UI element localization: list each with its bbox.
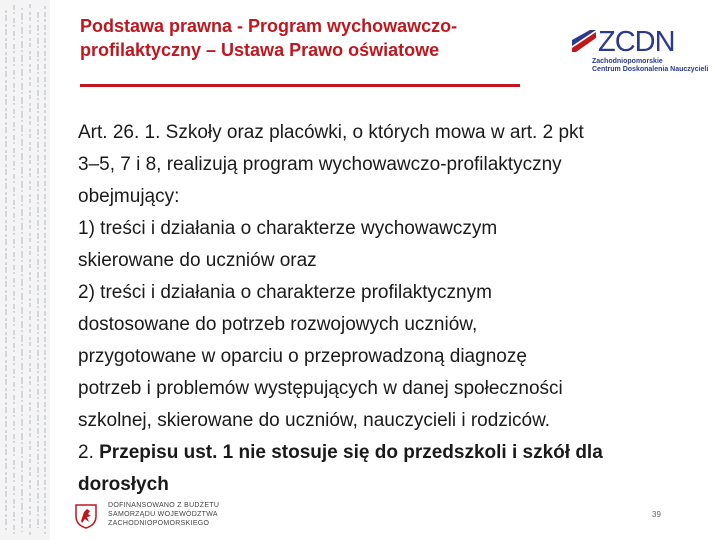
slide-title [80,14,530,62]
decorative-script-strip [0,0,50,540]
article-line: szkolnej, skierowane do uczniów, nauczycieli i rodziców. [78,410,551,431]
article-line: obejmujący: [78,186,180,207]
sponsor-line2: SAMORZĄDU WOJEWÓDZTWA [108,511,218,518]
page-number: 39 [652,510,661,519]
sponsor-line1: DOFINANSOWANO Z BUDŻETU [108,502,220,509]
article-line: skierowane do uczniów oraz [78,250,317,271]
sponsor-logo [72,500,220,534]
article-point-number: 2. [78,442,100,463]
article-line: potrzeb i problemów występujących w danej społeczności [78,378,563,399]
zcdn-logo-subtitle2: Centrum Doskonalenia Nauczycieli [592,66,709,73]
article-line: dorosłych [78,474,169,495]
article-line [78,117,678,149]
zcdn-logo-mark-icon [570,26,600,56]
article-text [78,117,678,501]
article-text-fragment: Szkoły oraz placówki, o których mowa w art. 2 pkt [160,122,584,143]
griffin-crest-icon [72,502,100,530]
article-heading: Art. 26. 1. [78,122,161,143]
title-underline [80,84,520,87]
article-bold-text: Przepisu ust. 1 nie stosuje się do przedszkoli i szkół dla [99,442,603,463]
zcdn-logo-subtitle1: Zachodniopomorskie [592,58,663,65]
article-line: 1) treści i działania o charakterze wychowawczym [78,218,498,239]
article-line: przygotowane w oparciu o przeprowadzoną diagnozę [78,346,527,367]
zcdn-logo-text: ZCDN [598,26,675,58]
zcdn-logo [570,26,709,76]
article-line: 3–5, 7 i 8, realizują program wychowawczo-profilaktyczny [78,154,562,175]
article-line: dostosowane do potrzeb rozwojowych uczniów, [78,314,478,335]
slide-title-line2: profilaktyczny – Ustawa Prawo oświatowe [80,40,440,60]
article-line [78,437,678,469]
article-line: 2) treści i działania o charakterze profilaktycznym [78,282,492,303]
sponsor-line3: ZACHODNIOPOMORSKIEGO [108,520,210,527]
slide-title-line1: Podstawa prawna - Program wychowawczo- [80,16,458,36]
handwriting-pattern [0,0,50,540]
